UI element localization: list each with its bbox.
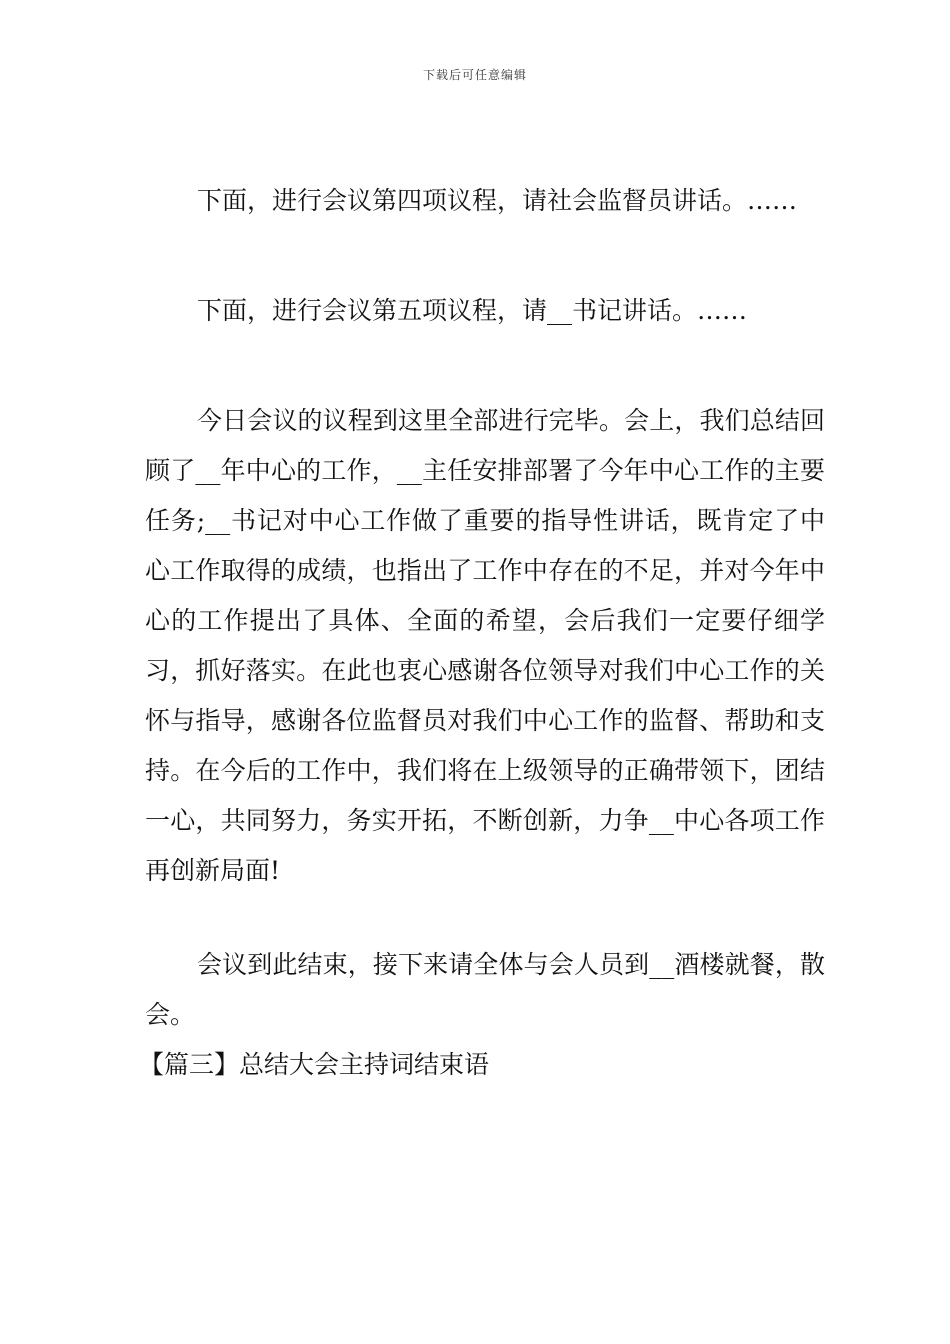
page-header-note: 下载后可任意编辑 bbox=[422, 68, 527, 82]
document-body bbox=[139, 176, 825, 1090]
paragraph-agenda-item-five: 下面，进行会议第五项议程，请__书记讲话。…… bbox=[197, 296, 748, 325]
paragraph-closing: 会议到此结束，接下来请全体与会人员到__酒楼就餐，散会。 bbox=[145, 950, 825, 1029]
paragraph-meeting-summary: 今日会议的议程到这里全部进行完毕。会上，我们总结回顾了__年中心的工作，__主任安排部署了今年中心工作的主要任务;__书记对中心工作做了重要的指导性讲话，既肯定了中心工作取得的成绩，也指出了工作中存在的不足，并对今年中心的工作提出了具体、全面的希望，会后我们一定要仔细学习，抓好落实。在此也衷心感谢各位领导对我们中心工作的关怀与指导，感谢各位监督员对我们中心工作的监督、帮助和支持。在今后的工作中，我们将在上级领导的正确带领下，团结一心，共同努力，务实开拓，不断创新，力争__中心各项工作再创新局面! bbox=[145, 406, 825, 885]
paragraph-agenda-item-four: 下面，进行会议第四项议程，请社会监督员讲话。…… bbox=[197, 186, 798, 215]
section-title: 【篇三】总结大会主持词结束语 bbox=[139, 1050, 490, 1079]
